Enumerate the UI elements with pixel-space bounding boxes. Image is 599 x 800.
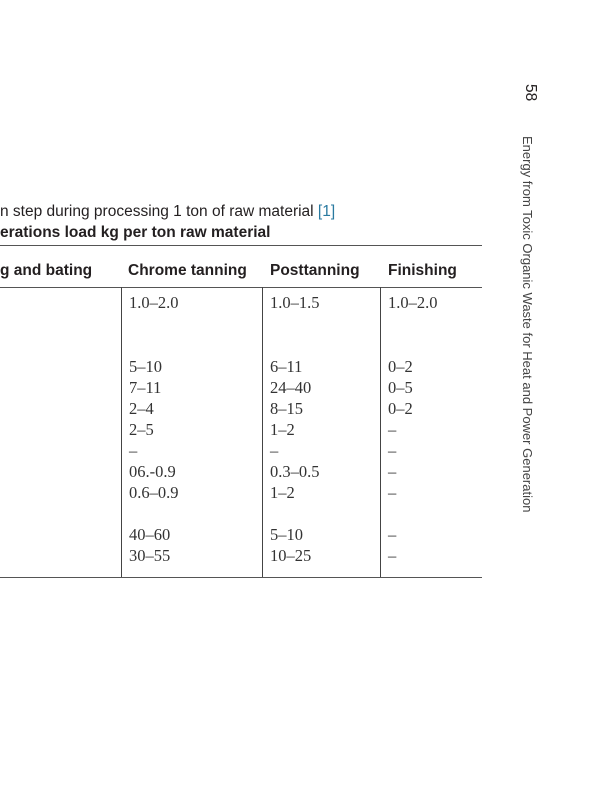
table-cell: 1–2 bbox=[270, 420, 295, 439]
header-posttanning: Posttanning bbox=[270, 262, 360, 279]
table-cell: 0.3–0.5 bbox=[270, 462, 320, 481]
table-header-rule bbox=[0, 287, 482, 288]
table-cell: 1.0–1.5 bbox=[270, 293, 320, 312]
table-cell: 0.6–0.9 bbox=[129, 483, 179, 502]
table-cell: 6–11 bbox=[270, 357, 303, 376]
table-bottom-rule bbox=[0, 577, 482, 578]
table-cell: 2–5 bbox=[129, 420, 154, 439]
header-chrome-tanning: Chrome tanning bbox=[128, 262, 247, 279]
running-book-title: Energy from Toxic Organic Waste for Heat and Power Generation bbox=[520, 136, 535, 513]
table-cell: 8–15 bbox=[270, 399, 303, 418]
page-number: 58 bbox=[522, 84, 539, 102]
column-divider bbox=[121, 287, 122, 577]
table-cell: 2–4 bbox=[129, 399, 154, 418]
table-cell: 10–25 bbox=[270, 546, 312, 565]
column-divider bbox=[262, 287, 263, 577]
table-cell: – bbox=[129, 441, 138, 460]
table-cell: – bbox=[388, 420, 397, 439]
table-cell: – bbox=[388, 525, 397, 544]
table-cell: 24–40 bbox=[270, 378, 312, 397]
table-cell: 1.0–2.0 bbox=[388, 293, 438, 312]
table-cell: 0–2 bbox=[388, 357, 413, 376]
table-cell: – bbox=[388, 546, 397, 565]
table-caption bbox=[0, 201, 335, 243]
table-cell: 5–10 bbox=[129, 357, 162, 376]
caption-line-2: erations load kg per ton raw material bbox=[0, 224, 271, 241]
table-cell: 06.-0.9 bbox=[129, 462, 176, 481]
table-cell: – bbox=[270, 441, 279, 460]
column-divider bbox=[380, 287, 381, 577]
table-cell: 5–10 bbox=[270, 525, 303, 544]
table-cell: 7–11 bbox=[129, 378, 162, 397]
citation-link[interactable]: [1] bbox=[317, 203, 336, 220]
caption-text: n step during processing 1 ton of raw material bbox=[0, 203, 318, 220]
table-cell: 30–55 bbox=[129, 546, 171, 565]
table-cell: 1–2 bbox=[270, 483, 295, 502]
table-cell: 40–60 bbox=[129, 525, 171, 544]
table-top-rule bbox=[0, 245, 482, 246]
caption-line-1 bbox=[0, 201, 335, 222]
table-cell: – bbox=[388, 483, 397, 502]
table-cell: 0–2 bbox=[388, 399, 413, 418]
table-cell: 0–5 bbox=[388, 378, 413, 397]
table-cell: – bbox=[388, 441, 397, 460]
table-cell: – bbox=[388, 462, 397, 481]
header-liming-bating: g and bating bbox=[0, 262, 93, 279]
table-cell: 1.0–2.0 bbox=[129, 293, 179, 312]
header-finishing: Finishing bbox=[388, 262, 457, 279]
